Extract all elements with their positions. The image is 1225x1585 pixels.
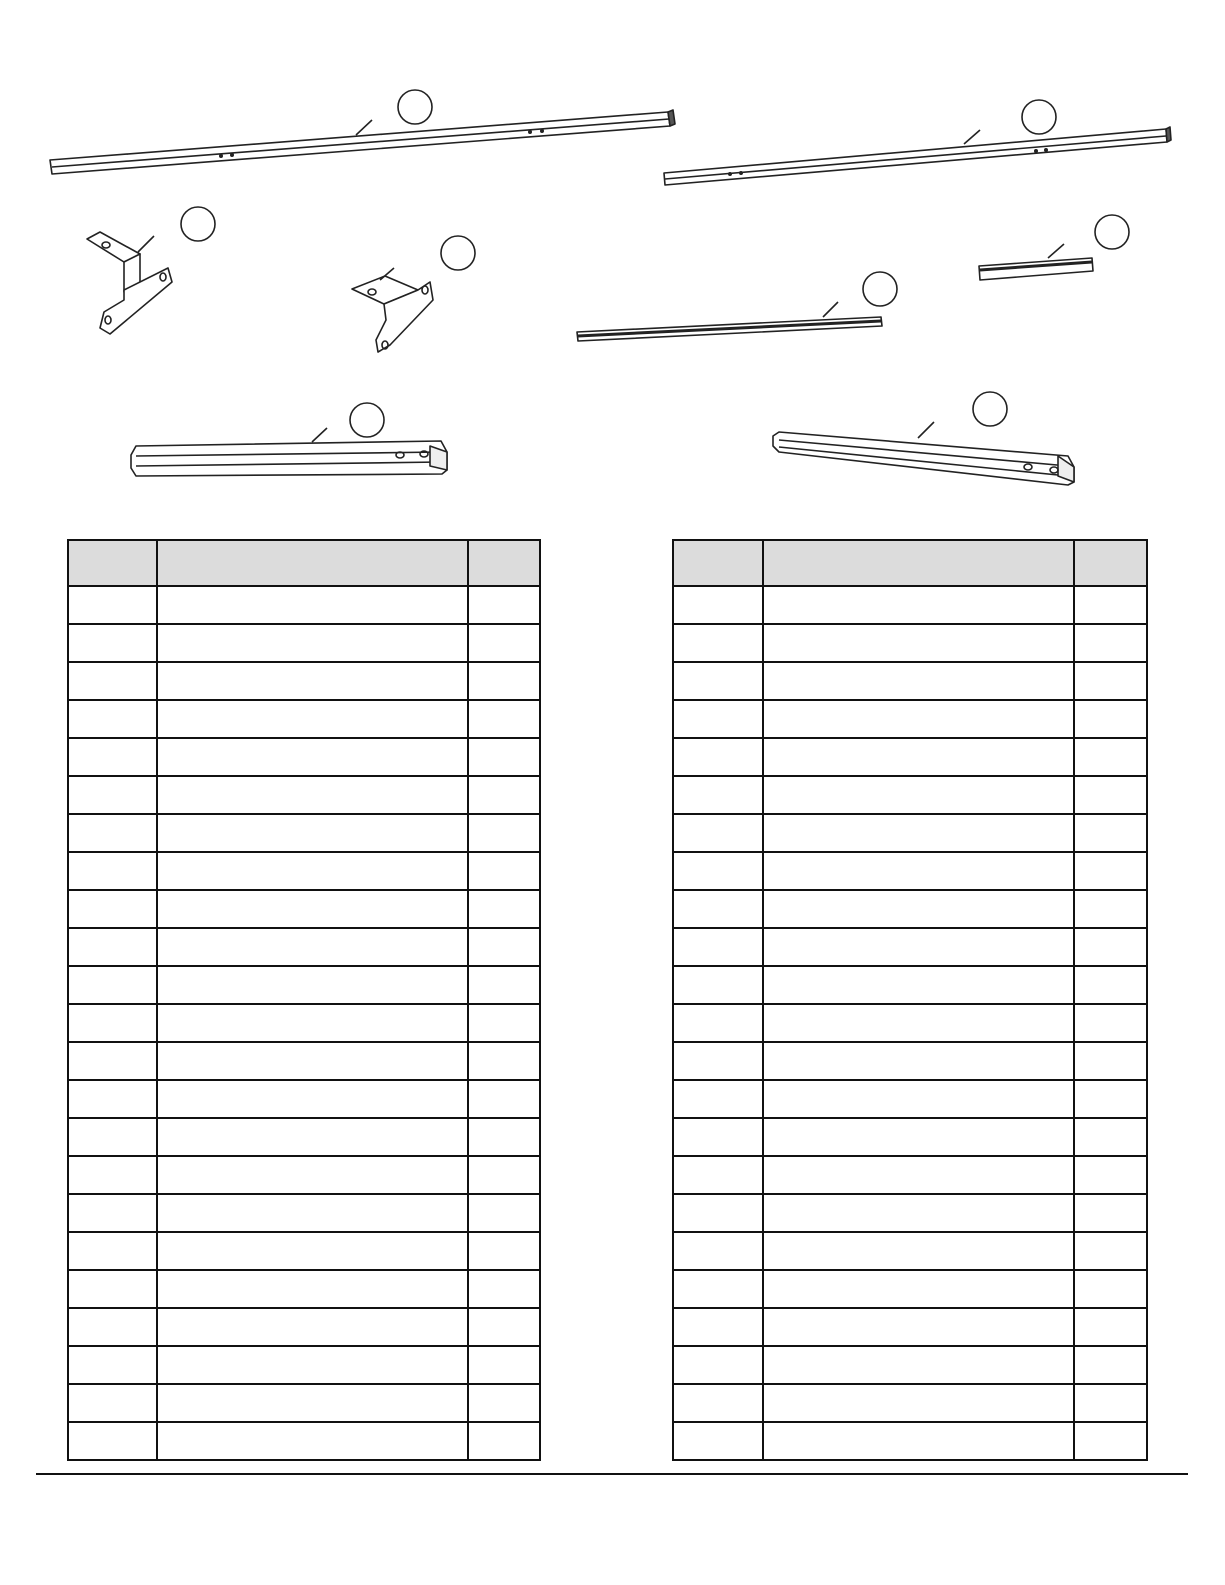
table-cell xyxy=(157,662,467,700)
table-cell xyxy=(1074,814,1147,852)
part-short-channel xyxy=(979,215,1129,280)
table-cell xyxy=(68,1384,157,1422)
table-cell xyxy=(1074,662,1147,700)
table-cell xyxy=(763,1384,1075,1422)
table-cell xyxy=(763,1042,1075,1080)
table-row xyxy=(68,1118,540,1156)
table-row xyxy=(673,1194,1147,1232)
callout-bubble xyxy=(350,403,384,437)
table-cell xyxy=(157,890,467,928)
callout-bubble xyxy=(1022,100,1056,134)
table-cell xyxy=(673,700,763,738)
table-cell xyxy=(68,852,157,890)
table-row xyxy=(673,1308,1147,1346)
table-cell xyxy=(68,738,157,776)
callout-bubble xyxy=(973,392,1007,426)
table-cell xyxy=(1074,776,1147,814)
table-cell xyxy=(1074,1308,1147,1346)
parts-illustrations xyxy=(0,0,1225,520)
table-cell xyxy=(157,1308,467,1346)
table-row xyxy=(673,1384,1147,1422)
table-cell xyxy=(157,1422,467,1460)
parts-table-right xyxy=(672,539,1148,1461)
table-cell xyxy=(673,1232,763,1270)
column-header xyxy=(68,540,157,586)
table-cell xyxy=(157,738,467,776)
table-cell xyxy=(157,586,467,624)
table-row xyxy=(68,662,540,700)
table-cell xyxy=(157,966,467,1004)
table-cell xyxy=(157,1384,467,1422)
table-row xyxy=(673,966,1147,1004)
table-row xyxy=(673,1232,1147,1270)
part-long-rail-1 xyxy=(50,90,675,174)
table-cell xyxy=(763,1270,1075,1308)
table-cell xyxy=(157,852,467,890)
table-cell xyxy=(673,1004,763,1042)
table-row xyxy=(68,1042,540,1080)
table-cell xyxy=(468,1118,540,1156)
table-cell xyxy=(68,1346,157,1384)
table-cell xyxy=(68,700,157,738)
table-cell xyxy=(468,586,540,624)
table-cell xyxy=(1074,1042,1147,1080)
table-cell xyxy=(763,1422,1075,1460)
column-header xyxy=(1074,540,1147,586)
table-cell xyxy=(157,1194,467,1232)
table-cell xyxy=(68,1270,157,1308)
table-cell xyxy=(157,624,467,662)
part-extrusion-right xyxy=(773,392,1074,485)
table-row xyxy=(68,966,540,1004)
callout-bubble xyxy=(398,90,432,124)
table-cell xyxy=(68,1004,157,1042)
table-cell xyxy=(157,928,467,966)
table-cell xyxy=(763,1118,1075,1156)
table-cell xyxy=(468,1422,540,1460)
table-row xyxy=(673,586,1147,624)
table-cell xyxy=(468,890,540,928)
table-row xyxy=(673,1346,1147,1384)
table-cell xyxy=(468,662,540,700)
table-cell xyxy=(157,1118,467,1156)
table-row xyxy=(68,1004,540,1042)
table-cell xyxy=(468,928,540,966)
table-row xyxy=(68,700,540,738)
table-row xyxy=(673,1118,1147,1156)
table-cell xyxy=(468,1308,540,1346)
table-cell xyxy=(157,1156,467,1194)
table-cell xyxy=(1074,1118,1147,1156)
table-row xyxy=(673,1080,1147,1118)
table-cell xyxy=(763,1156,1075,1194)
part-angle-bracket xyxy=(352,236,475,352)
column-header xyxy=(673,540,763,586)
table-cell xyxy=(673,1384,763,1422)
table-cell xyxy=(68,814,157,852)
table-cell xyxy=(673,852,763,890)
table-cell xyxy=(468,852,540,890)
table-row xyxy=(68,1308,540,1346)
table-row xyxy=(673,1042,1147,1080)
table-row xyxy=(68,1422,540,1460)
table-row xyxy=(68,1080,540,1118)
table-cell xyxy=(1074,1156,1147,1194)
part-t-bracket xyxy=(87,207,215,334)
table-cell xyxy=(763,1194,1075,1232)
table-cell xyxy=(763,890,1075,928)
table-cell xyxy=(68,624,157,662)
table-cell xyxy=(763,700,1075,738)
table-cell xyxy=(1074,1232,1147,1270)
table-cell xyxy=(673,1346,763,1384)
table-cell xyxy=(673,1080,763,1118)
table-cell xyxy=(673,738,763,776)
table-cell xyxy=(68,1232,157,1270)
table-cell xyxy=(68,928,157,966)
table-cell xyxy=(673,662,763,700)
table-cell xyxy=(673,1270,763,1308)
table-cell xyxy=(468,1080,540,1118)
table-cell xyxy=(468,966,540,1004)
table-cell xyxy=(1074,890,1147,928)
callout-bubble xyxy=(1095,215,1129,249)
table-cell xyxy=(763,738,1075,776)
table-row xyxy=(68,1270,540,1308)
table-cell xyxy=(157,1080,467,1118)
table-cell xyxy=(468,700,540,738)
table-cell xyxy=(1074,738,1147,776)
table-cell xyxy=(673,966,763,1004)
table-cell xyxy=(157,1042,467,1080)
table-cell xyxy=(1074,1384,1147,1422)
table-row xyxy=(673,928,1147,966)
table-cell xyxy=(1074,1422,1147,1460)
table-cell xyxy=(763,1080,1075,1118)
table-cell xyxy=(468,1232,540,1270)
table-row xyxy=(68,1346,540,1384)
table-row xyxy=(673,1270,1147,1308)
table-row xyxy=(68,1156,540,1194)
table-cell xyxy=(673,1118,763,1156)
table-row xyxy=(673,890,1147,928)
parts-table-left xyxy=(67,539,541,1461)
table-row xyxy=(68,814,540,852)
table-cell xyxy=(673,814,763,852)
table-row xyxy=(673,700,1147,738)
callout-bubble xyxy=(181,207,215,241)
table-cell xyxy=(763,928,1075,966)
table-row xyxy=(68,1384,540,1422)
callout-bubble xyxy=(441,236,475,270)
table-cell xyxy=(673,890,763,928)
table-cell xyxy=(763,1346,1075,1384)
table-row xyxy=(673,624,1147,662)
table-cell xyxy=(673,1042,763,1080)
table-cell xyxy=(1074,1346,1147,1384)
table-cell xyxy=(68,1080,157,1118)
table-cell xyxy=(673,1194,763,1232)
table-row xyxy=(68,852,540,890)
table-cell xyxy=(673,624,763,662)
table-cell xyxy=(468,1156,540,1194)
table-row xyxy=(68,928,540,966)
table-cell xyxy=(763,624,1075,662)
table-cell xyxy=(1074,1004,1147,1042)
table-cell xyxy=(763,1004,1075,1042)
table-cell xyxy=(68,1194,157,1232)
table-cell xyxy=(68,966,157,1004)
table-cell xyxy=(157,814,467,852)
table-cell xyxy=(68,1042,157,1080)
table-cell xyxy=(468,776,540,814)
table-cell xyxy=(468,814,540,852)
table-row xyxy=(673,814,1147,852)
table-header-row xyxy=(68,540,540,586)
table-cell xyxy=(673,1156,763,1194)
table-cell xyxy=(157,776,467,814)
table-cell xyxy=(1074,852,1147,890)
table-cell xyxy=(68,1118,157,1156)
table-cell xyxy=(68,662,157,700)
table-cell xyxy=(763,1308,1075,1346)
table-cell xyxy=(1074,966,1147,1004)
table-row xyxy=(673,662,1147,700)
table-cell xyxy=(673,586,763,624)
table-cell xyxy=(468,1042,540,1080)
column-header xyxy=(763,540,1075,586)
table-cell xyxy=(157,1270,467,1308)
table-cell xyxy=(68,890,157,928)
table-cell xyxy=(68,1156,157,1194)
part-extrusion-left xyxy=(131,403,447,476)
table-row xyxy=(68,776,540,814)
table-cell xyxy=(763,1232,1075,1270)
table-row xyxy=(68,890,540,928)
table-cell xyxy=(673,1422,763,1460)
table-cell xyxy=(1074,624,1147,662)
table-cell xyxy=(157,700,467,738)
table-row xyxy=(68,1232,540,1270)
part-long-rail-2 xyxy=(664,100,1171,185)
column-header xyxy=(157,540,467,586)
table-cell xyxy=(68,776,157,814)
footer-divider xyxy=(36,1473,1188,1475)
table-cell xyxy=(157,1232,467,1270)
table-cell xyxy=(673,776,763,814)
table-row xyxy=(68,586,540,624)
table-cell xyxy=(157,1346,467,1384)
part-thin-strip xyxy=(577,272,897,341)
table-cell xyxy=(763,586,1075,624)
table-cell xyxy=(673,928,763,966)
table-cell xyxy=(468,1004,540,1042)
table-cell xyxy=(1074,1080,1147,1118)
table-row xyxy=(673,1004,1147,1042)
table-cell xyxy=(1074,928,1147,966)
table-cell xyxy=(763,814,1075,852)
table-header-row xyxy=(673,540,1147,586)
table-row xyxy=(68,738,540,776)
table-cell xyxy=(763,776,1075,814)
table-row xyxy=(673,1422,1147,1460)
table-cell xyxy=(763,662,1075,700)
table-cell xyxy=(468,624,540,662)
table-cell xyxy=(1074,1194,1147,1232)
table-cell xyxy=(68,1422,157,1460)
table-cell xyxy=(763,852,1075,890)
table-row xyxy=(68,624,540,662)
table-row xyxy=(673,852,1147,890)
table-row xyxy=(673,1156,1147,1194)
table-cell xyxy=(673,1308,763,1346)
table-row xyxy=(673,776,1147,814)
table-cell xyxy=(1074,586,1147,624)
table-cell xyxy=(468,1270,540,1308)
table-row xyxy=(68,1194,540,1232)
callout-bubble xyxy=(863,272,897,306)
table-cell xyxy=(468,1384,540,1422)
table-row xyxy=(673,738,1147,776)
table-cell xyxy=(157,1004,467,1042)
table-cell xyxy=(68,1308,157,1346)
table-cell xyxy=(68,586,157,624)
column-header xyxy=(468,540,540,586)
table-cell xyxy=(468,1346,540,1384)
table-cell xyxy=(763,966,1075,1004)
table-cell xyxy=(468,738,540,776)
table-cell xyxy=(1074,1270,1147,1308)
table-cell xyxy=(468,1194,540,1232)
table-cell xyxy=(1074,700,1147,738)
